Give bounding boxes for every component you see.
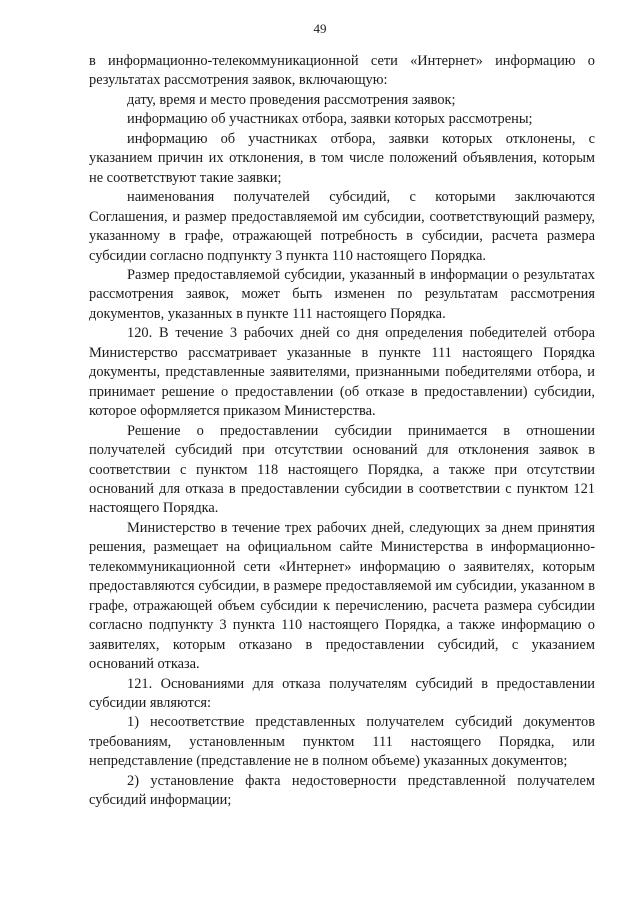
list-item: 2) установление факта недостоверности представленной получателем субсидий информации;	[89, 772, 595, 809]
list-item: 1) несоответствие представленных получателем субсидий документов требованиям, установленным пунктом 111 настоящего Порядка, или непредставление (представление не в полном объеме) указанных документов;	[89, 714, 595, 770]
paragraph: дату, время и место проведения рассмотрения заявок;	[127, 91, 456, 108]
paragraph: в информационно-телекоммуникационной сети «Интернет» информацию о результатах рассмотрения заявок, включающую:	[89, 53, 595, 89]
document-body	[89, 52, 595, 811]
paragraph: информацию об участниках отбора, заявки которых отклонены, с указанием причин их отклонения, в том числе положений объявления, которым не соответствуют такие заявки;	[89, 130, 595, 186]
paragraph: Министерство в течение трех рабочих дней, следующих за днем принятия решения, размещает на официальном сайте Министерства в информационно-телекоммуникационной сети «Интернет» информацию о заявителях, которым предоставляются субсидии, в размере предоставляемой им субсидии, указанном в графе, отражающей объем субсидии к перечислению, расчета размера субсидии согласно подпункту 3 пункта 110 настоящего Порядка, а также информацию о заявителях, которым отказано в предоставлении субсидий, с указанием оснований отказа.	[89, 519, 595, 673]
paragraph: 121. Основаниями для отказа получателям субсидий в предоставлении субсидии являются:	[89, 675, 595, 711]
page-number: 49	[313, 21, 327, 36]
paragraph: информацию об участниках отбора, заявки которых рассмотрены;	[127, 111, 533, 128]
paragraph: Решение о предоставлении субсидии принимается в отношении получателей субсидий при отсутствии оснований для отклонения заявок в соответствии с пунктом 118 настоящего Порядка, а также при отсутствии оснований для отказа в предоставлении субсидии в соответствии с пунктом 121 настоящего Порядка.	[89, 422, 595, 517]
paragraph: 120. В течение 3 рабочих дней со дня определения победителей отбора Министерство рассматривает указанные в пункте 111 настоящего Порядка документы, представленные заявителями, признанными победителями отбора, и принимает решение о предоставлении (об отказе в предоставлении) субсидии, которое оформляется приказом Министерства.	[89, 325, 595, 420]
paragraph: Размер предоставляемой субсидии, указанный в информации о результатах рассмотрения заявок, может быть изменен по результатам рассмотрения документов, указанных в пункте 111 настоящего Порядка.	[89, 266, 595, 322]
paragraph: наименования получателей субсидий, с которыми заключаются Соглашения, и размер предоставляемой им субсидии, соответствующий размеру, указанному в графе, отражающей потребность в субсидии, расчета размера субсидии согласно подпункту 3 пункта 110 настоящего Порядка.	[89, 189, 595, 264]
